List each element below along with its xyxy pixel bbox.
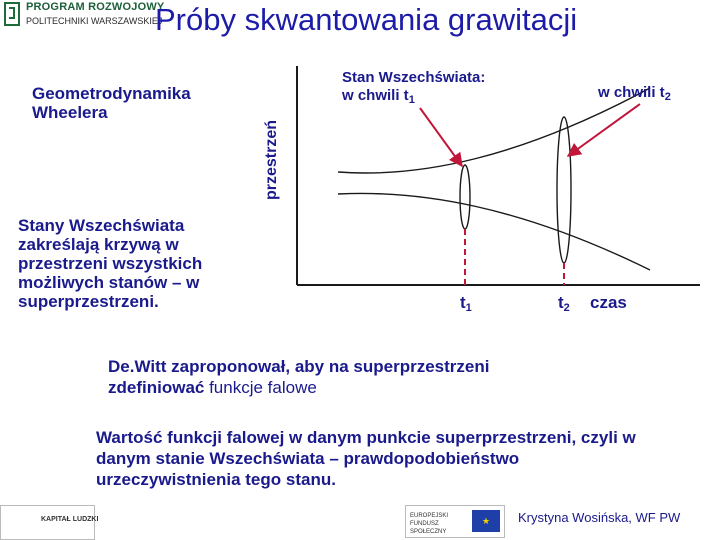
- state-label-t2-text: w chwili t: [598, 84, 665, 101]
- capital-ludzki-text: KAPITAŁ LUDZKI: [41, 516, 99, 523]
- slide-title: Próby skwantowania grawitacji: [155, 2, 578, 37]
- eu-fund-text: EUROPEJSKI FUNDUSZ SPOŁECZNY: [410, 513, 449, 535]
- state-label-line2: [342, 87, 415, 106]
- eu-flag-icon: ★: [472, 510, 500, 532]
- wave-function-paragraph: Wartość funkcji falowej w danym punkcie superprzestrzeni, czyli w danym stanie Wszechświata – prawdopodobieństwo urzeczywistnienia tego stanu.: [96, 428, 636, 489]
- logo-line1: PROGRAM ROZWOJOWY: [26, 1, 165, 13]
- dewitt-plain-text: funkcje falowe: [204, 378, 317, 397]
- y-axis-label: przestrzeń: [263, 119, 280, 200]
- t1-tick-sub: 1: [465, 302, 472, 314]
- state-t1-ellipse: [460, 165, 470, 229]
- dewitt-bold-text: De.Witt zaproponował, aby na superprzestrzeni zdefiniować: [108, 357, 490, 397]
- state-t2-ellipse: [557, 117, 571, 263]
- eu-fund-logo: [405, 505, 505, 538]
- t1-tick-text: t: [460, 293, 466, 312]
- t2-tick-text: t: [558, 293, 564, 312]
- state-label-t1-sub: 1: [408, 94, 415, 106]
- state-label-t2: [598, 84, 671, 103]
- x-axis-label: czas: [590, 293, 627, 312]
- geometrodynamics-heading: Geometrodynamika Wheelera: [32, 84, 191, 122]
- state-label-t2-sub: 2: [664, 91, 671, 103]
- logo-line2: POLITECHNIKI WARSZAWSKIEJ: [26, 16, 163, 26]
- capital-ludzki-logo: [0, 505, 99, 540]
- lower-curve: [338, 193, 650, 270]
- dewitt-paragraph: [108, 356, 578, 398]
- author-credit: Krystyna Wosińska, WF PW: [518, 510, 681, 525]
- state-label-line1: Stan Wszechświata:: [342, 69, 486, 86]
- arrow-to-t1: [420, 108, 462, 166]
- t1-tick-label: [460, 293, 472, 314]
- states-description: Stany Wszechświata zakreślają krzywą w przestrzeni wszystkich możliwych stanów – w superprzestrzeni.: [18, 216, 203, 311]
- state-label-t1-text: w chwili t: [342, 87, 409, 104]
- t2-tick-sub: 2: [563, 302, 570, 314]
- t2-tick-label: [558, 293, 570, 314]
